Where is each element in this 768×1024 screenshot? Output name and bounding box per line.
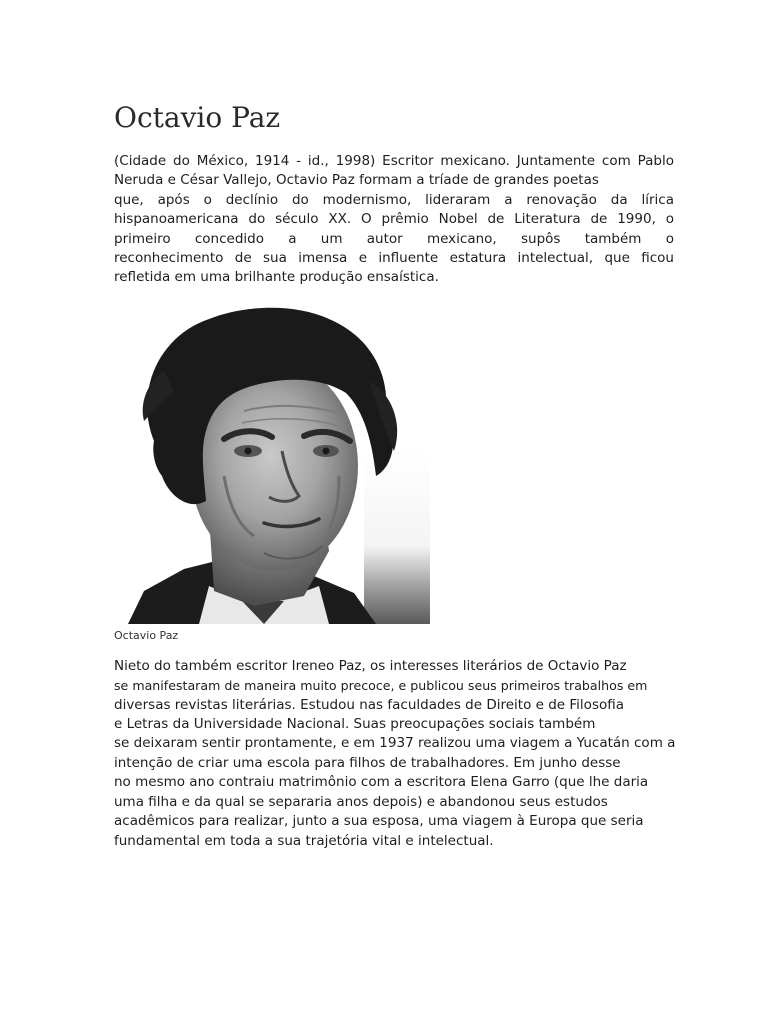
- text-line: hispanoamericana do século XX. O prêmio Nobel de Literatura de 1990, o: [114, 211, 674, 228]
- page-title: Octavio Paz: [114, 101, 281, 134]
- text-line: refletida em uma brilhante produção ensaística.: [114, 269, 439, 286]
- text-line: no mesmo ano contraiu matrimônio com a escritora Elena Garro (que lhe daria: [114, 774, 649, 791]
- photo-caption: Octavio Paz: [114, 628, 179, 642]
- intro-paragraph: [114, 152, 674, 288]
- text-line: se manifestaram de maneira muito precoce, e publicou seus primeiros trabalhos em: [114, 678, 648, 694]
- text-line: e Letras da Universidade Nacional. Suas preocupações sociais também: [114, 716, 596, 733]
- text-line: reconhecimento de sua imensa e influente estatura intelectual, que ficou: [114, 250, 674, 267]
- text-line: primeiro concedido a um autor mexicano, supôs também o: [114, 230, 674, 247]
- portrait-photo: [114, 301, 430, 624]
- text-line: que, após o declínio do modernismo, lideraram a renovação da lírica: [114, 191, 674, 208]
- text-line: (Cidade do México, 1914 - id., 1998) Escritor mexicano. Juntamente com Pablo: [114, 153, 674, 169]
- text-line: se deixaram sentir prontamente, e em 1937 realizou uma viagem a Yucatán com a: [114, 735, 676, 752]
- portrait-figure: [114, 301, 430, 624]
- text-line: Neruda e César Vallejo, Octavio Paz formam a tríade de grandes poetas: [114, 172, 599, 189]
- text-line: acadêmicos para realizar, junto a sua esposa, uma viagem à Europa que seria: [114, 813, 644, 830]
- body-paragraph: [114, 657, 674, 851]
- text-line: fundamental em toda a sua trajetória vital e intelectual.: [114, 832, 494, 849]
- text-line: intenção de criar uma escola para filhos de trabalhadores. Em junho desse: [114, 754, 621, 771]
- text-line: Nieto do também escritor Ireneo Paz, os interesses literários de Octavio Paz: [114, 657, 627, 674]
- article: [114, 100, 674, 851]
- text-line: diversas revistas literárias. Estudou nas faculdades de Direito e de Filosofia: [114, 696, 625, 713]
- text-line: uma filha e da qual se separaria anos depois) e abandonou seus estudos: [114, 793, 608, 810]
